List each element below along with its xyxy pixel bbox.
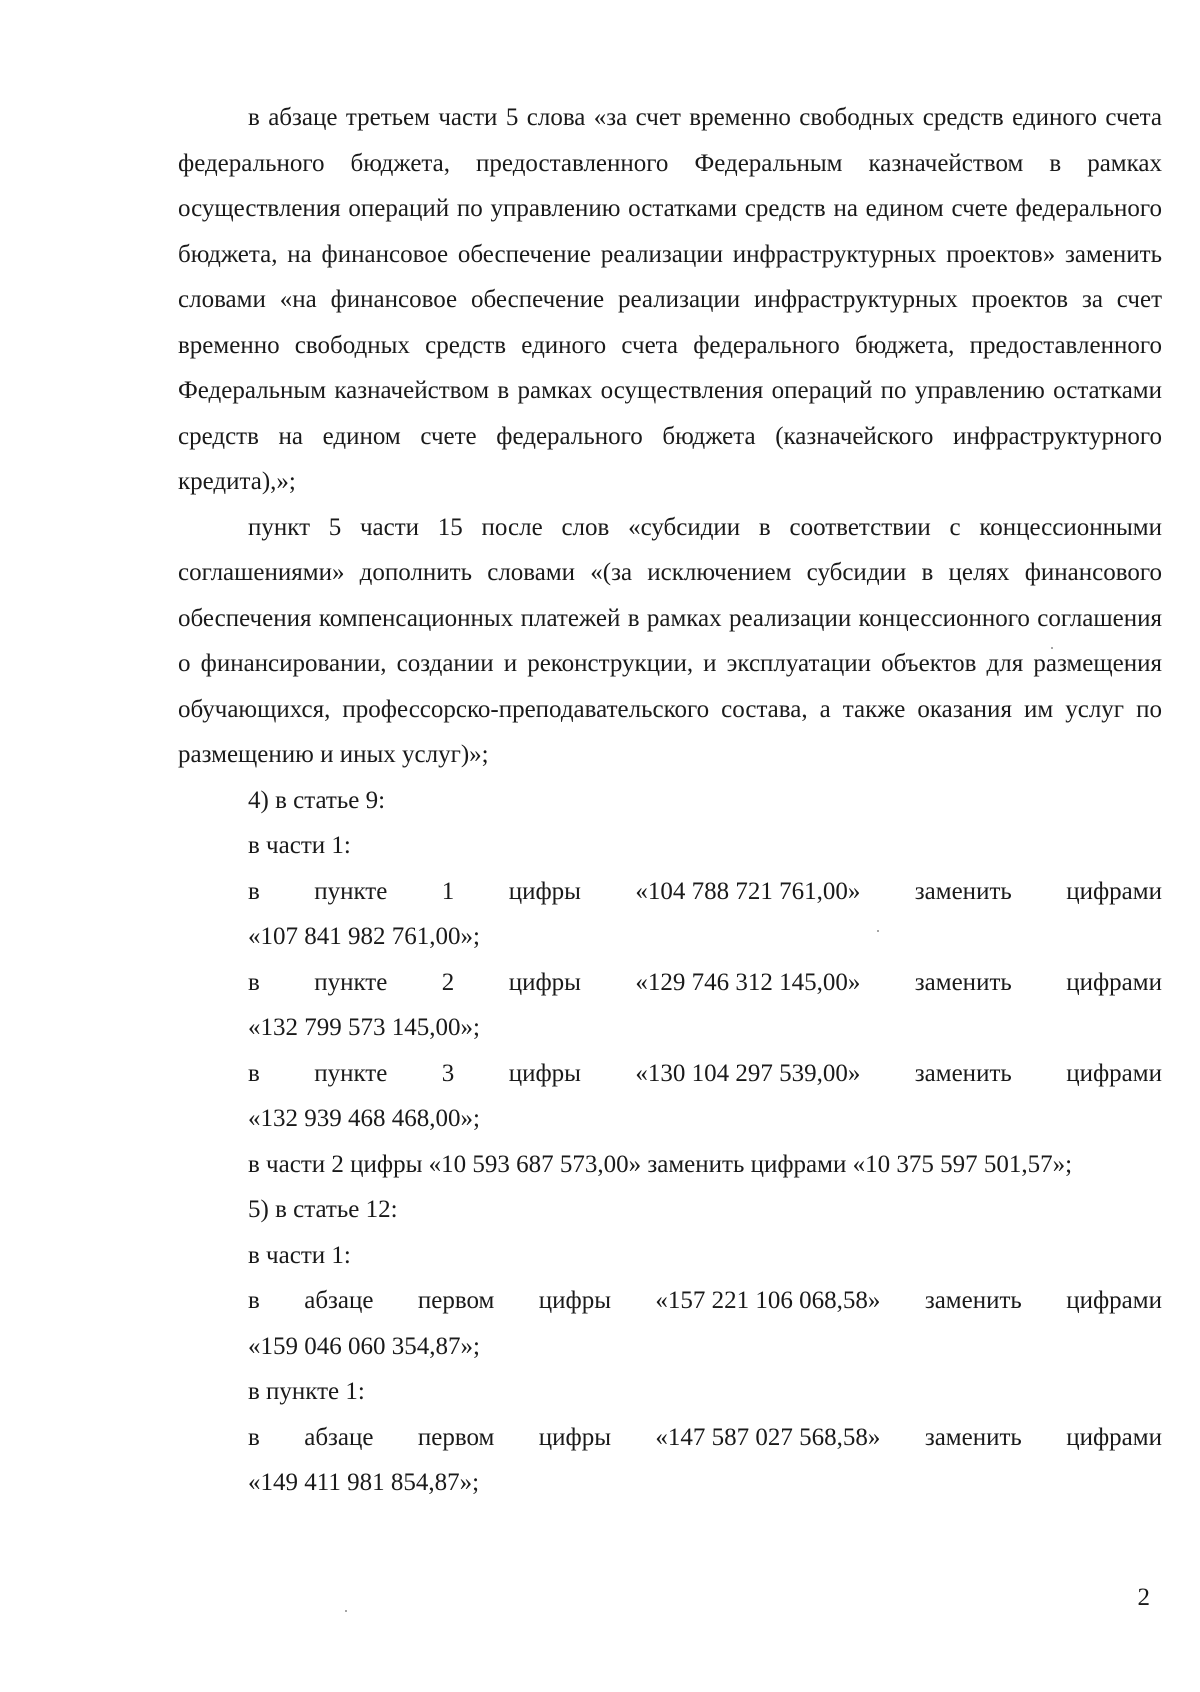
word: цифры [508,968,581,996]
old-amount: «104 788 721 761,00» [635,877,861,905]
word: цифры [538,1287,612,1314]
word: цифры [538,1423,612,1451]
old-amount: «130 104 297 539,00» [635,1059,861,1087]
new-amount: «132 799 573 145,00»; [248,1014,480,1041]
spread-line [178,1415,1162,1461]
page-number: 2 [1137,1584,1150,1611]
word: абзаце [304,1287,374,1314]
spread-line [178,1278,1162,1324]
paragraph-article-9-part-1: в части 1: [248,832,351,859]
word: первом [417,1287,495,1314]
word: абзаце [304,1423,374,1451]
paragraph-article-9-heading: 4) в статье 9: [248,786,386,814]
word: в [248,1287,260,1314]
word: 2 [441,968,455,996]
new-amount: «159 046 060 354,87»; [248,1332,480,1360]
paragraph-article-9-part-2: в части 2 цифры «10 593 687 573,00» заменить цифрами «10 375 597 501,57»; [248,1150,1073,1178]
paragraph-article-5-amendment: в абзаце третьем части 5 слова «за счет временно свободных средств единого счета федерального бюджета, предоставленного Федеральным казначейством в рамках осуществления операций по управлению остатками средств на едином счете федерального бюджета, на финансовое обеспечение реализации инфраструктурных проектов» заменить словами «на финансовое обеспечение реализации инфраструктурных проектов за счет временно свободных средств единого счета федерального бюджета, предоставленного Федеральным казначейством в рамках осуществления операций по управлению остатками средств на едином счете федерального бюджета (казначейского инфраструктурного кредита),»; [178,104,1162,495]
word: пункте [314,877,388,905]
paragraph-point-1-heading: в пункте 1: [248,1378,365,1405]
spread-line [178,1051,1162,1097]
new-amount: «107 841 982 761,00»; [248,923,480,950]
paragraph-article-12-part-1: в части 1: [248,1241,351,1269]
spread-line [178,960,1162,1006]
word: цифры [508,1059,581,1087]
old-amount: «157 221 106 068,58» [655,1287,881,1314]
word: цифрами [1066,1287,1162,1314]
word: заменить [914,968,1012,996]
old-amount: «147 587 027 568,58» [655,1423,881,1451]
word: цифры [508,877,581,905]
new-amount: «149 411 981 854,87»; [248,1469,480,1496]
word: в [248,1423,260,1451]
paragraph-first-subparagraph-amendment [178,1278,1162,1369]
word: первом [417,1423,495,1451]
paragraph-article-12-heading: 5) в статье 12: [248,1196,398,1223]
word: заменить [924,1423,1022,1451]
word: цифрами [1066,877,1162,905]
word: заменить [924,1287,1022,1314]
word: пункте [314,1059,388,1087]
paragraph-point-1-amendment [178,869,1162,960]
word: в [248,877,260,905]
scan-speck [345,1610,347,1612]
word: заменить [914,1059,1012,1087]
new-amount: «132 939 468 468,00»; [248,1105,480,1132]
word: цифрами [1066,1059,1162,1087]
spread-line [178,869,1162,915]
word: 3 [441,1059,455,1087]
word: 1 [441,877,455,905]
word: цифрами [1066,968,1162,996]
word: в [248,968,260,996]
word: заменить [914,877,1012,905]
word: в [248,1059,260,1087]
scan-speck [877,930,879,932]
paragraph-point-1-first-subparagraph-amendment [178,1415,1162,1506]
word: пункте [314,968,388,996]
paragraph-point-2-amendment [178,960,1162,1051]
word: цифрами [1066,1423,1162,1451]
paragraph-point-3-amendment [178,1051,1162,1142]
document-body [178,95,1162,1506]
paragraph-part-15-amendment: пункт 5 части 15 после слов «субсидии в соответствии с концессионными соглашениями» дополнить словами «(за исключением субсидии в целях финансового обеспечения компенсационных платежей в рамках реализации концессионного соглашения о финансировании, создании и реконструкции, и эксплуатации объектов для размещения обучающихся, профессорско-преподавательского состава, а также оказания им услуг по размещению и иных услуг)»; [178,513,1162,768]
old-amount: «129 746 312 145,00» [635,968,861,996]
scan-speck [1051,647,1053,649]
